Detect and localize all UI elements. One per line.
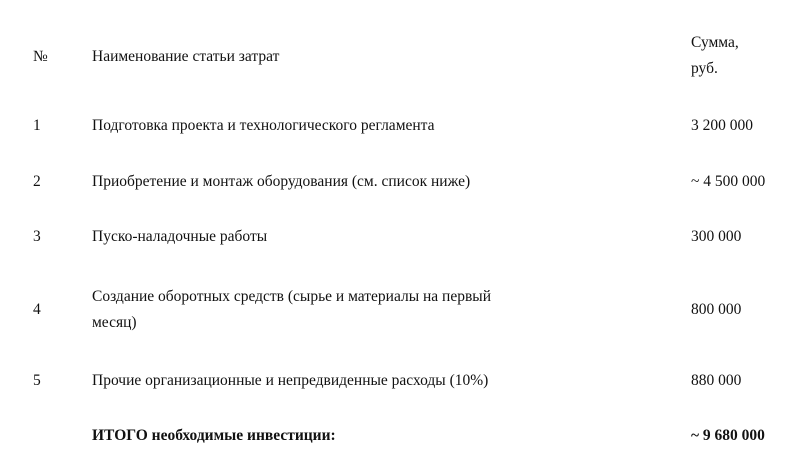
row-sum: 800 000 xyxy=(691,301,742,318)
row-name xyxy=(92,284,652,336)
table-row xyxy=(0,169,795,195)
header-sum-line1: Сумма, xyxy=(691,34,739,51)
row-number: 2 xyxy=(33,173,41,190)
row-name-line2: месяц) xyxy=(92,314,137,331)
row-number: 5 xyxy=(33,372,41,389)
header-name: Наименование статьи затрат xyxy=(92,48,280,65)
total-sum: ~ 9 680 000 xyxy=(691,427,765,444)
header-sum xyxy=(691,30,791,82)
row-name: Подготовка проекта и технологического регламента xyxy=(92,117,435,134)
total-label: ИТОГО необходимые инвестиции: xyxy=(92,427,336,444)
header-sum-line2: руб. xyxy=(691,60,718,77)
row-name: Приобретение и монтаж оборудования (см. список ниже) xyxy=(92,173,471,190)
row-sum: 880 000 xyxy=(691,372,742,389)
row-number: 3 xyxy=(33,228,41,245)
header-number: № xyxy=(33,48,48,65)
row-sum: 300 000 xyxy=(691,228,742,245)
table-row xyxy=(0,282,795,338)
row-name: Пуско-наладочные работы xyxy=(92,228,268,245)
table-row xyxy=(0,368,795,394)
row-name: Прочие организационные и непредвиденные расходы (10%) xyxy=(92,372,489,389)
row-sum: ~ 4 500 000 xyxy=(691,173,766,190)
row-sum: 3 200 000 xyxy=(691,117,753,134)
table-row xyxy=(0,224,795,250)
row-number: 1 xyxy=(33,117,41,134)
table-header-row xyxy=(0,30,795,84)
table-total-row xyxy=(0,423,795,449)
table-row xyxy=(0,113,795,139)
row-number: 4 xyxy=(33,301,41,318)
row-name-line1: Создание оборотных средств (сырье и материалы на первый xyxy=(92,288,491,305)
